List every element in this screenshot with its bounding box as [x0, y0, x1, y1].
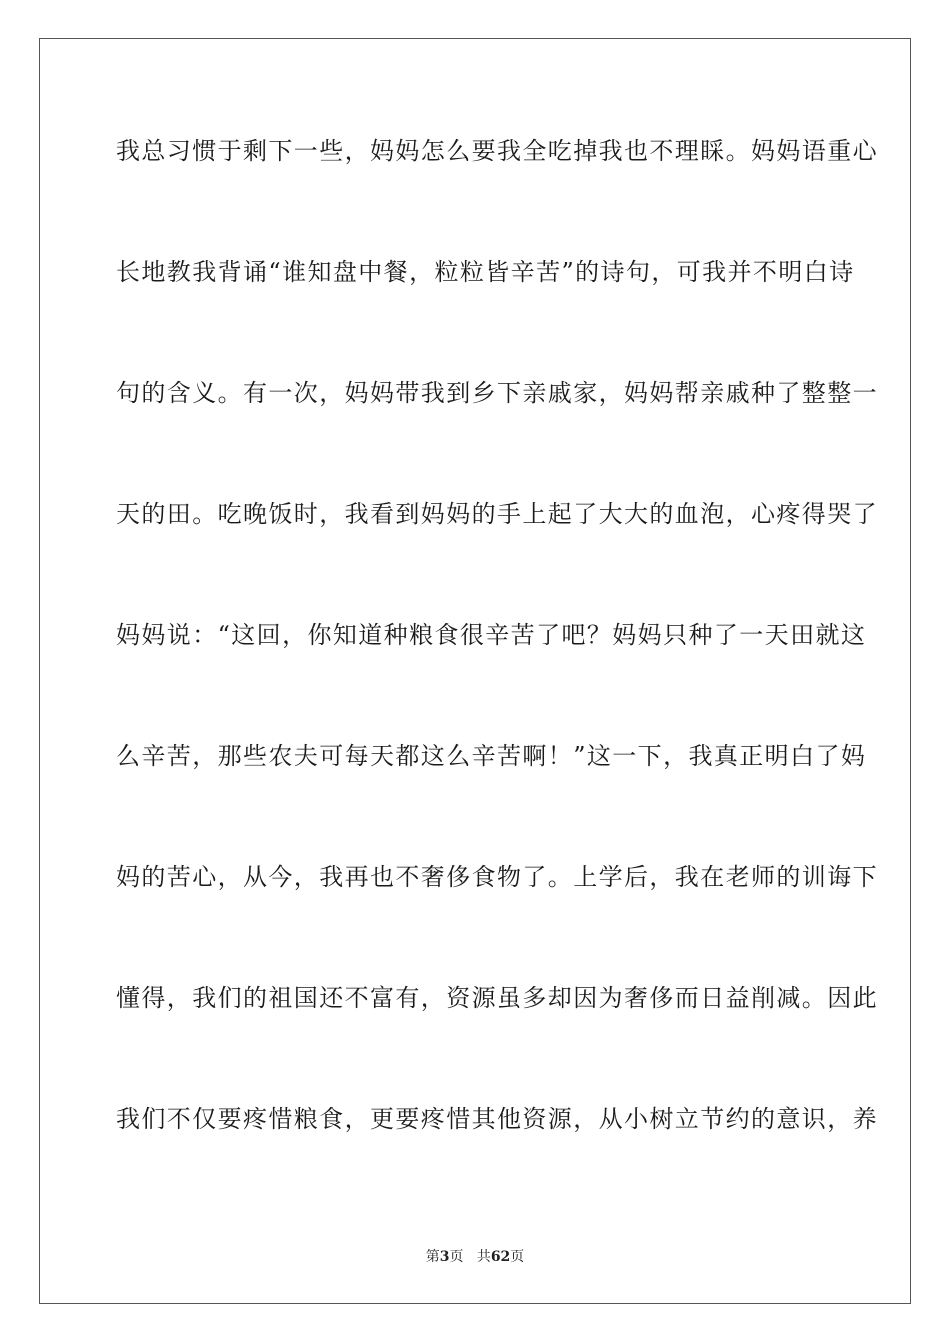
total-prefix: 共 [476, 1249, 491, 1265]
text-line-1: 我总习惯于剩下一些，妈妈怎么要我全吃掉我也不理睬。妈妈语重心 [116, 137, 878, 165]
text-line-2: 长地教我背诵“谁知盘中餐，粒粒皆辛苦”的诗句，可我并不明白诗 [116, 258, 855, 286]
text-line-6: 么辛苦，那些农夫可每天都这么辛苦啊！”这一下，我真正明白了妈 [116, 742, 867, 770]
text-line-7: 妈的苦心，从今，我再也不奢侈食物了。上学后，我在老师的训诲下 [116, 863, 878, 891]
text-line-8: 懂得，我们的祖国还不富有，资源虽多却因为奢侈而日益削减。因此 [116, 984, 878, 1012]
current-page-number: 3 [439, 1249, 450, 1265]
text-line-4: 天的田。吃晚饭时，我看到妈妈的手上起了大大的血泡，心疼得哭了 [116, 500, 878, 528]
page-suffix: 页 [449, 1249, 464, 1265]
total-pages-number: 62 [490, 1249, 511, 1265]
total-suffix: 页 [510, 1249, 525, 1265]
text-line-5: 妈妈说：“这回，你知道种粮食很辛苦了吧？妈妈只种了一天田就这 [116, 621, 867, 649]
text-line-3: 句的含义。有一次，妈妈带我到乡下亲戚家，妈妈帮亲戚种了整整一 [116, 379, 878, 407]
page-prefix: 第 [425, 1249, 440, 1265]
text-line-9: 我们不仅要疼惜粮食，更要疼惜其他资源，从小树立节约的意识，养 [116, 1105, 878, 1133]
page-footer [0, 1246, 950, 1266]
body-text [116, 118, 878, 1207]
